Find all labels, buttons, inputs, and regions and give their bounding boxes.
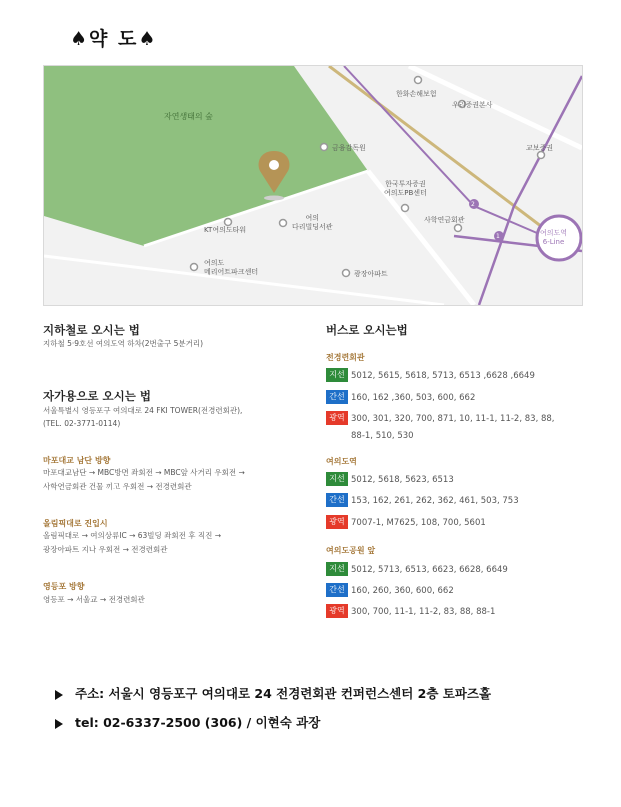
bullet-arrow-icon <box>55 719 63 729</box>
bus-numbers: 88-1, 510, 530 <box>351 431 414 441</box>
bus-type-badge: 간선 <box>326 493 348 507</box>
line-number: 1 <box>496 233 500 240</box>
bus-stop: 여의도역 <box>326 457 357 466</box>
bus-row <box>326 583 454 599</box>
bus-numbers: 160, 162 ,360, 503, 600, 662 <box>351 393 476 403</box>
place-label: 한화손해보험 <box>396 90 437 98</box>
bus-type-badge: 지선 <box>326 472 348 486</box>
bus-row <box>326 562 508 578</box>
address-text: 주소: 서울시 영등포구 여의대로 24 전경련회관 컨퍼런스센터 2층 토파즈홀 <box>75 686 492 701</box>
subway-text: 지하철 5·9호선 여의도역 하차(2번출구 5분거리) <box>43 339 204 348</box>
place-label: 우리증권본사 <box>452 101 493 109</box>
bus-numbers: 160, 260, 360, 600, 662 <box>351 586 454 596</box>
bus-type-badge: 간선 <box>326 390 348 404</box>
bus-numbers: 300, 301, 320, 700, 871, 10, 11-1, 11-2, 83, 88, <box>351 414 555 424</box>
bus-heading: 버스로 오시는법 <box>326 323 408 337</box>
subway-line-5a <box>344 66 544 236</box>
bus-numbers: 300, 700, 11-1, 11-2, 83, 88, 88-1 <box>351 607 496 617</box>
bus-numbers: 5012, 5615, 5618, 5713, 6513 ,6628 ,6649 <box>351 371 535 381</box>
bus-row <box>326 368 535 384</box>
place-label: KT여의도타워 <box>204 226 247 234</box>
location-map <box>43 65 583 306</box>
bus-row <box>326 515 486 531</box>
bus-numbers: 5012, 5618, 5623, 6513 <box>351 475 454 485</box>
bus-type-badge: 지선 <box>326 562 348 576</box>
place-label: 여의도 메리어트파크센터 <box>204 259 259 276</box>
route-heading: 올림픽대로 진입시 <box>43 519 108 528</box>
place-label: 교보증권 <box>526 144 554 152</box>
route-line: 마포대교남단 → MBC방면 좌회전 → MBC앞 사거리 우회전 → <box>43 468 245 477</box>
place-label: 사학연금회관 <box>424 216 465 224</box>
bus-row <box>326 390 475 406</box>
place-label: 여의 다리빌딩서관 <box>292 214 333 231</box>
route-line: 영등포 → 서울교 → 전경련회관 <box>43 595 145 604</box>
bus-type-badge: 지선 <box>326 368 348 382</box>
bus-numbers: 5012, 5713, 6513, 6623, 6628, 6649 <box>351 565 508 575</box>
station-label: 여의도역 6-Line <box>540 229 568 246</box>
address-line <box>55 684 491 702</box>
forest-label: 자연생태의 숲 <box>164 112 213 121</box>
map-roads <box>44 66 582 305</box>
car-tel: (TEL. 02-3771-0114) <box>43 419 121 428</box>
bullet-arrow-icon <box>55 690 63 700</box>
line-number: 2 <box>471 201 475 208</box>
bus-stop: 전경련회관 <box>326 353 365 362</box>
bus-row <box>326 472 454 488</box>
bus-type-badge: 광역 <box>326 515 348 529</box>
car-address: 서울특별시 영등포구 여의대로 24 FKI TOWER(전경련회관), <box>43 406 243 415</box>
route-line: 광장아파트 지나 우회전 → 전경련회관 <box>43 545 168 554</box>
subway-heading: 지하철로 오시는 법 <box>43 323 140 337</box>
bus-row <box>326 604 495 620</box>
place-label: 한국투자증권 여의도PB센터 <box>384 180 427 197</box>
bus-numbers: 153, 162, 261, 262, 362, 461, 503, 753 <box>351 496 519 506</box>
bus-type-badge: 간선 <box>326 583 348 597</box>
bus-type-badge: 광역 <box>326 411 348 425</box>
route-heading: 영등포 방향 <box>43 582 85 591</box>
bus-numbers: 7007-1, M7625, 108, 700, 5601 <box>351 518 486 528</box>
bus-row <box>326 493 519 509</box>
route-line: 올림픽대로 → 여의상류IC → 63빌딩 좌회전 후 직진 → <box>43 531 222 540</box>
tel-text: tel: 02-6337-2500 (306) / 이현숙 과장 <box>75 715 321 730</box>
tel-line <box>55 713 320 731</box>
route-heading: 마포대교 남단 방향 <box>43 456 111 465</box>
page-title: ♠약 도♠ <box>70 28 158 50</box>
place-label: 금융감독원 <box>332 144 366 152</box>
bus-type-badge: 광역 <box>326 604 348 618</box>
car-heading: 자가용으로 오시는 법 <box>43 389 151 403</box>
bus-stop: 여의도공원 앞 <box>326 546 376 555</box>
route-line: 사학연금회관 건물 끼고 우회전 → 전경련회관 <box>43 482 192 491</box>
place-label: 광장아파트 <box>354 270 388 278</box>
bus-row <box>326 411 555 427</box>
